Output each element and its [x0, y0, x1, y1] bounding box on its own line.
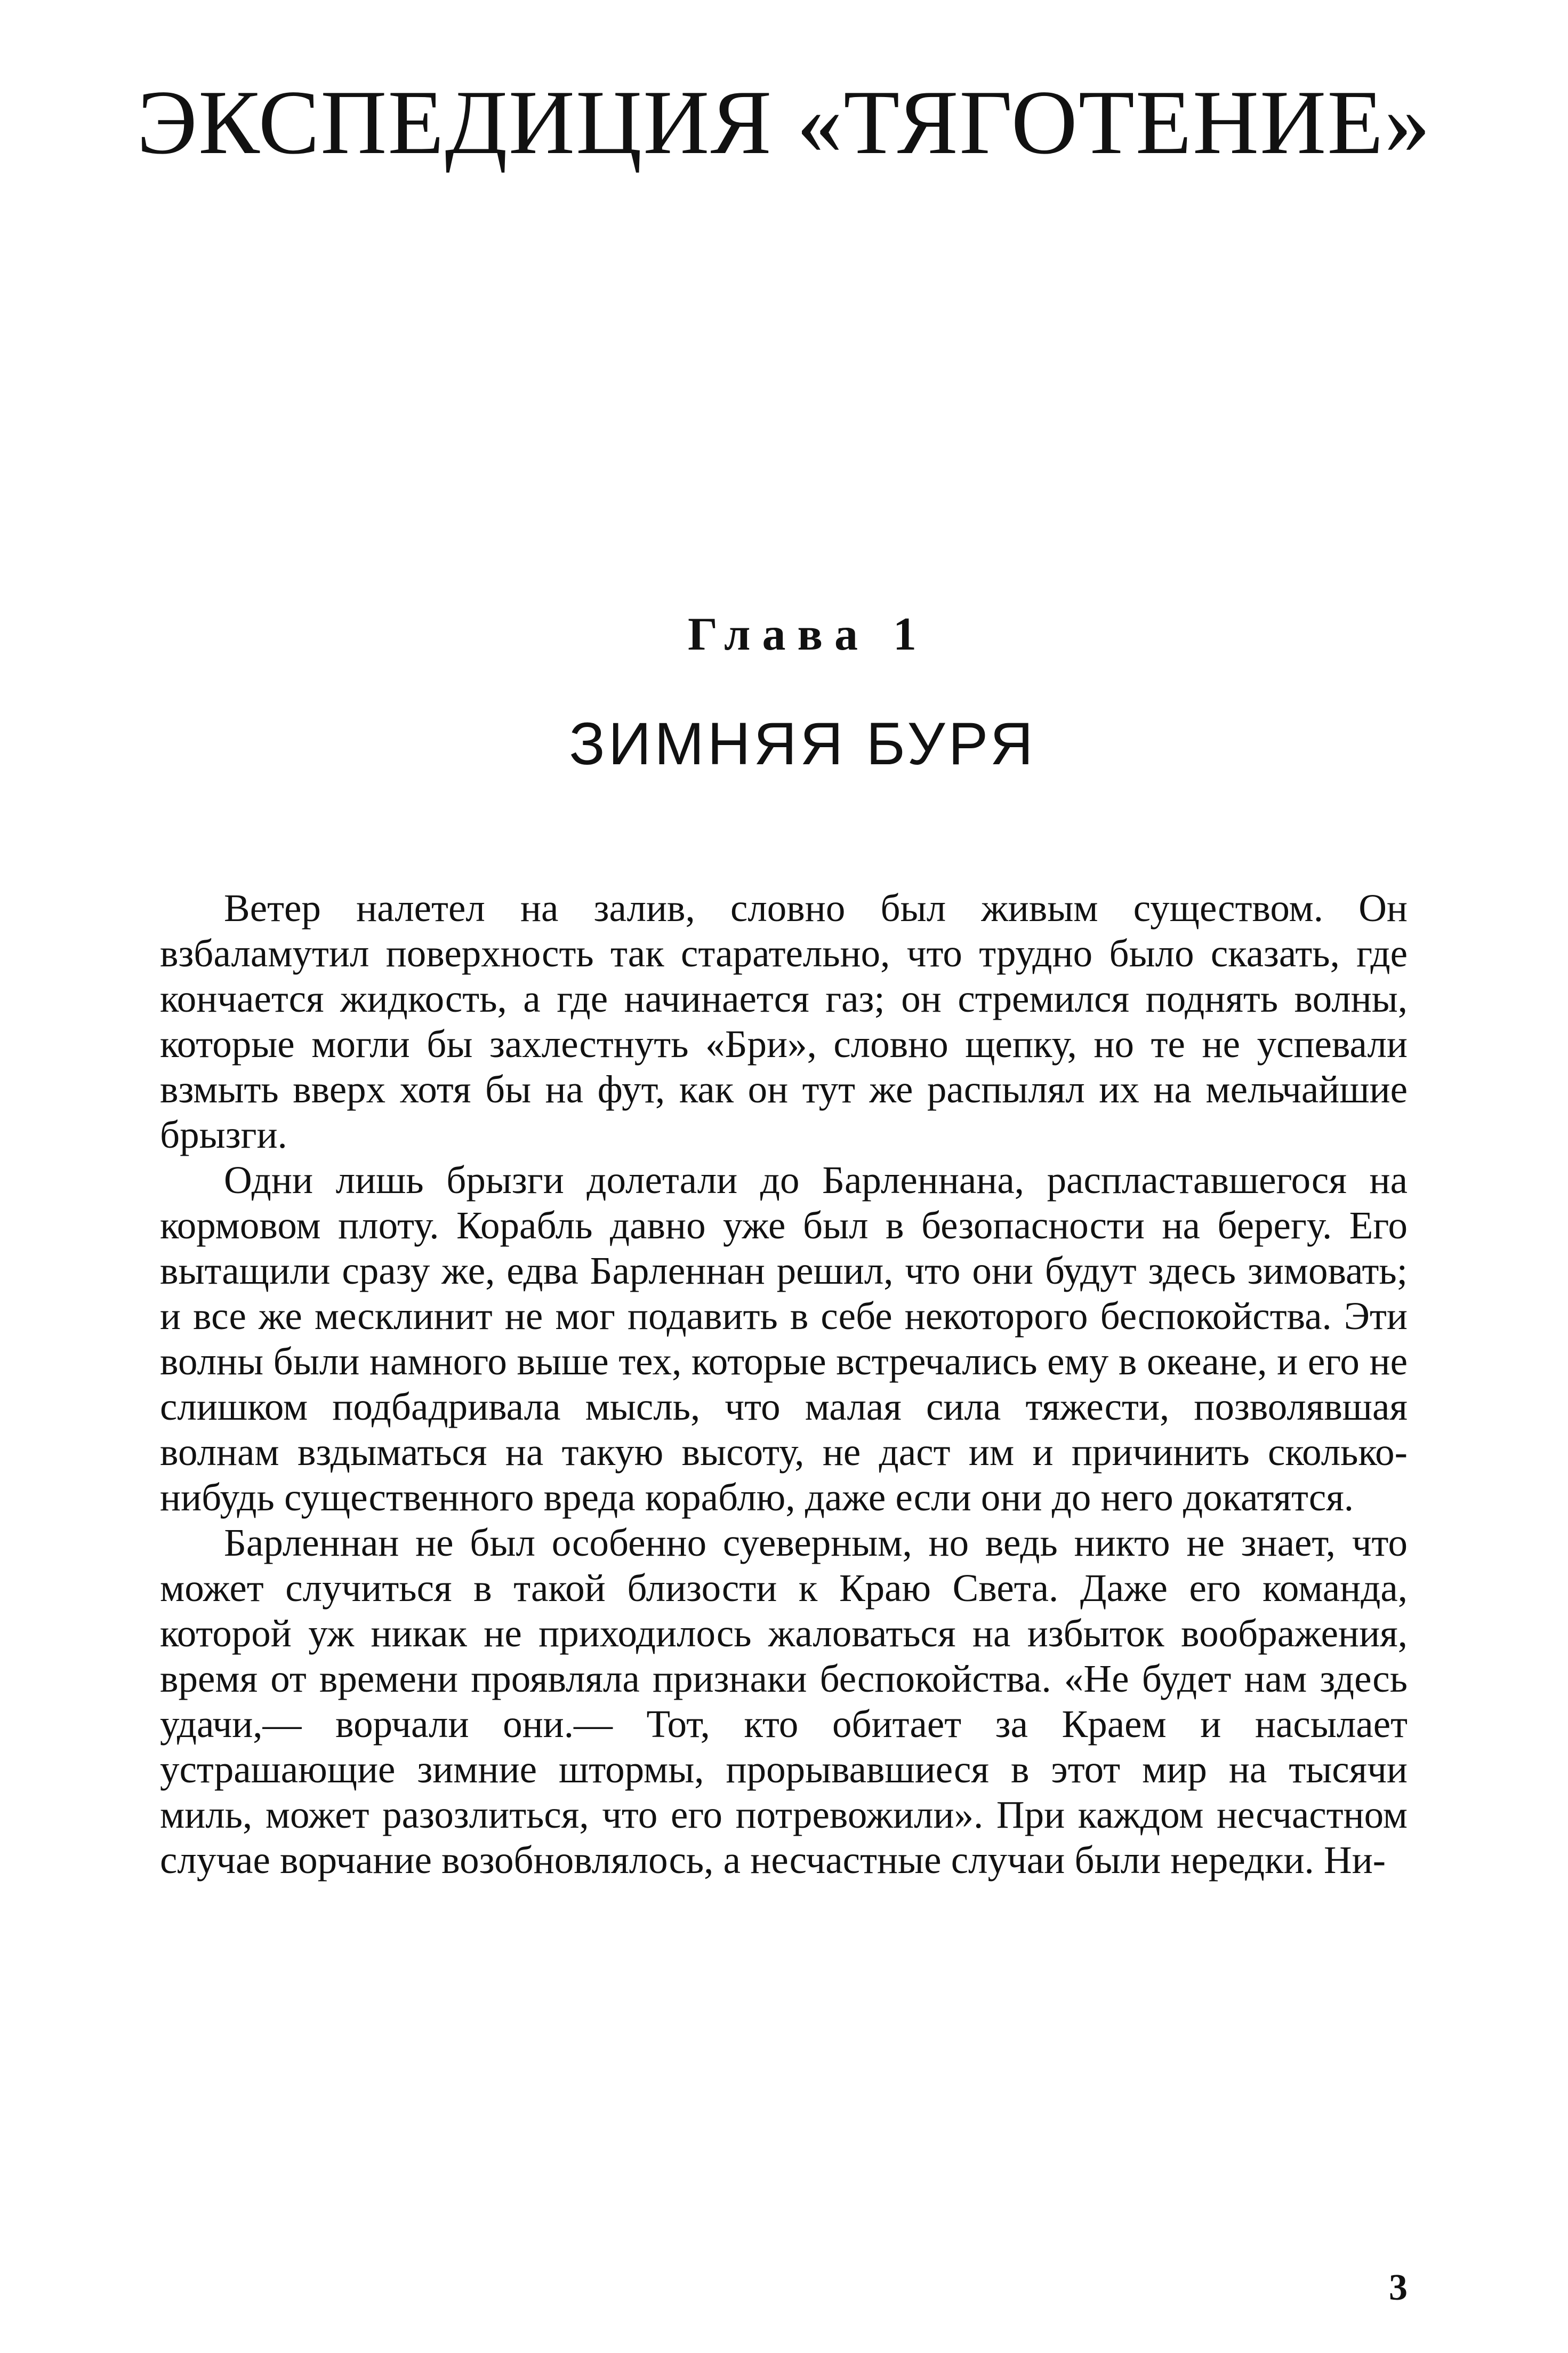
page-number: 3 [1389, 2267, 1408, 2308]
paragraph: Ветер налетел на залив, словно был живым существом. Он взбаламутил поверхность так старательно, что трудно было сказать, где кончается жидкость, а где начинается газ; он стремился поднять волны, которые могли бы захлестнуть «Бри», словно щепку, но те не успевали взмыть вверх хотя бы на фут, как он тут же распылял их на мельчайшие брызги. [160, 886, 1408, 1156]
chapter-label: Глава 1 [688, 609, 928, 660]
chapter-title: ЗИМНЯЯ БУРЯ [569, 710, 1036, 777]
body-text [160, 885, 1408, 1883]
paragraph: Одни лишь брызги долетали до Барленнана, распластавшегося на кормовом плоту. Корабль давно уже был в безопасности на берегу. Его вытащили сразу же, едва Барленнан решил, что они будут здесь зимовать; и все же месклинит не мог подавить в себе некоторого беспокойства. Эти волны были намного выше тех, которые встречались ему в океане, и его не слишком подбадривала мысль, что малая сила тяжести, позволявшая волнам вздыматься на такую высоту, не даст им и причинить сколько-нибудь существенного вреда кораблю, даже если они до него докатятся. [160, 1158, 1408, 1519]
book-title: ЭКСПЕДИЦИЯ «ТЯГОТЕНИЕ» [136, 72, 1432, 173]
paragraph: Барленнан не был особенно суеверным, но ведь никто не знает, что может случиться в такой близости к Краю Света. Даже его команда, которой уж никак не приходилось жаловаться на избыток воображения, время от времени проявляла признаки беспокойства. «Не будет нам здесь удачи,— ворчали они.— Тот, кто обитает за Краем и насылает устрашающие зимние штормы, прорывавшиеся в этот мир на тысячи миль, может разозлиться, что его потревожили». При каждом несчастном случае ворчание возобновлялось, а несчастные случаи были нередки. Ни- [160, 1521, 1408, 1882]
